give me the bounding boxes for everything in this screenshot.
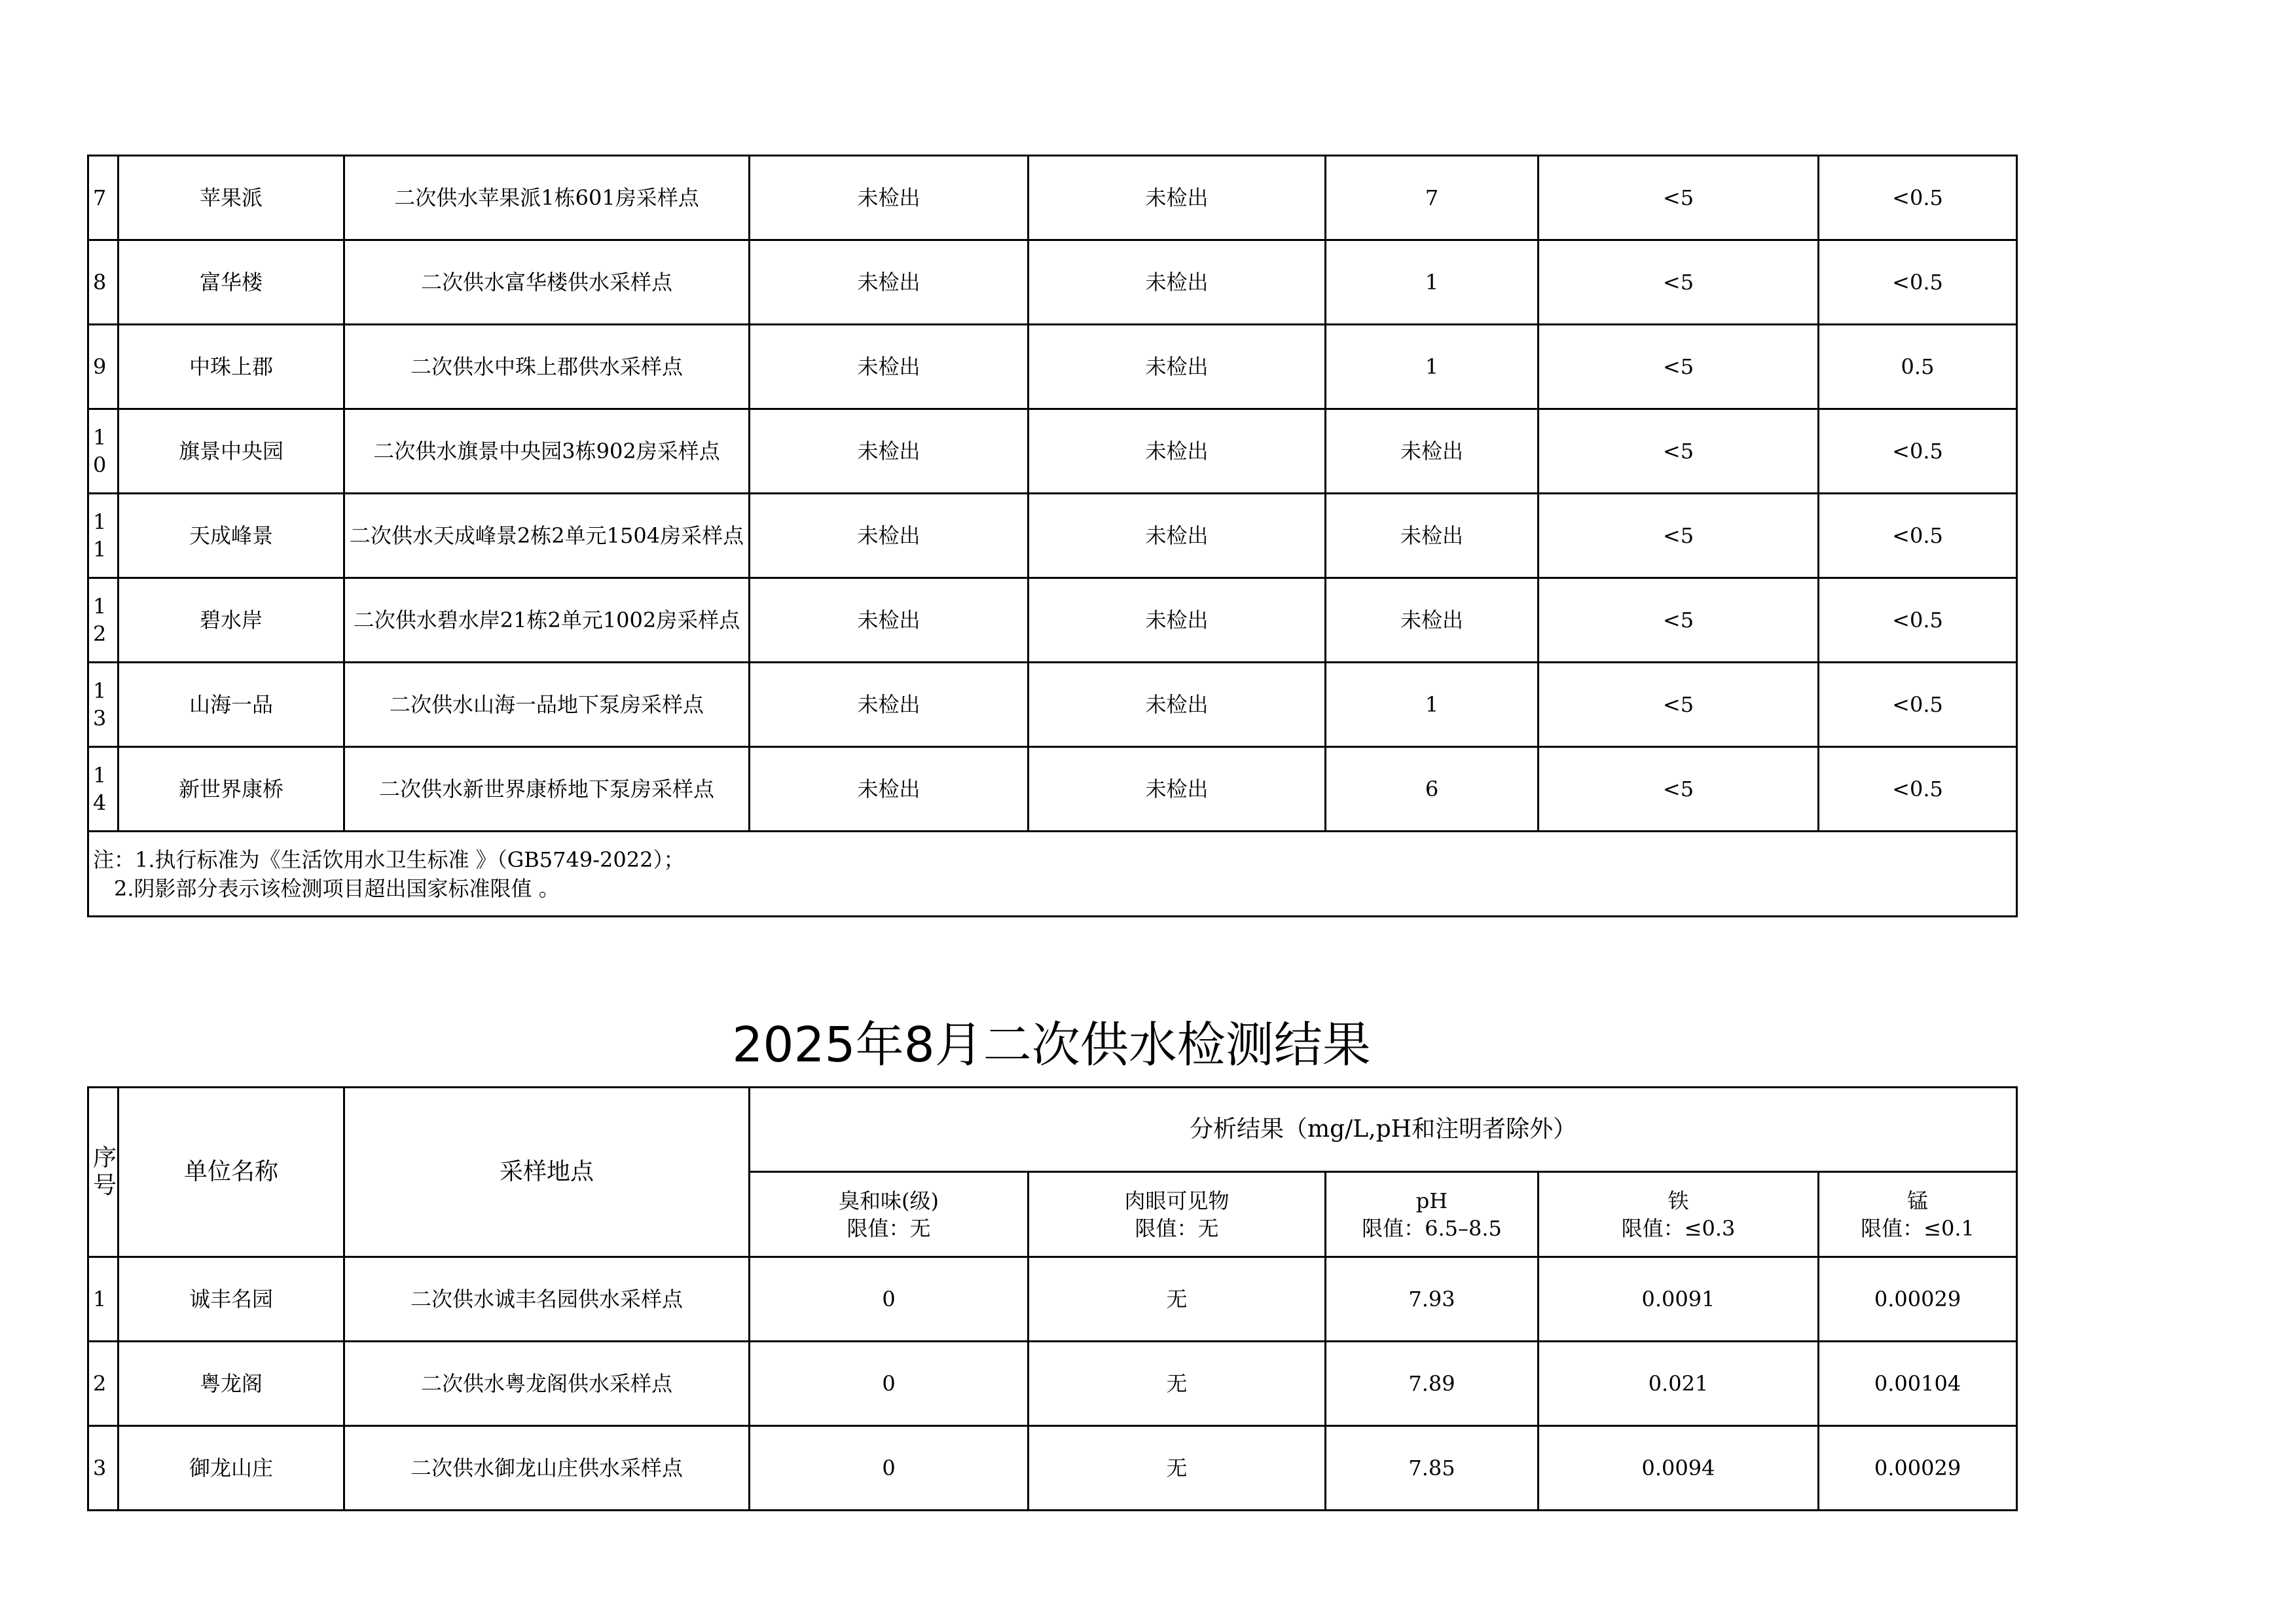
value-cell: 未检出 <box>750 240 1029 325</box>
table-row <box>88 747 2017 832</box>
value-cell: 1 <box>1326 325 1539 409</box>
value-cell: 7 <box>1326 156 1539 240</box>
value-cell: <5 <box>1539 240 1819 325</box>
value-cell: <0.5 <box>1819 156 2017 240</box>
value-cell: <0.5 <box>1819 747 2017 832</box>
table-row <box>88 240 2017 325</box>
value-cell: 未检出 <box>1029 240 1326 325</box>
seq-cell: 8 <box>88 240 118 325</box>
value-cell: <5 <box>1539 663 1819 747</box>
site-cell: 二次供水碧水岸21栋2单元1002房采样点 <box>344 578 750 663</box>
seq-cell: 11 <box>88 494 118 578</box>
manganese-cell: 0.00104 <box>1819 1342 2017 1426</box>
results-table-august <box>87 1086 2018 1511</box>
unit-cell: 苹果派 <box>118 156 344 240</box>
table-row <box>88 1257 2017 1342</box>
seq-cell: 12 <box>88 578 118 663</box>
visible-cell: 无 <box>1029 1257 1326 1342</box>
unit-cell: 粤龙阁 <box>118 1342 344 1426</box>
unit-cell: 天成峰景 <box>118 494 344 578</box>
value-cell: <0.5 <box>1819 578 2017 663</box>
value-cell: <5 <box>1539 494 1819 578</box>
site-cell: 二次供水苹果派1栋601房采样点 <box>344 156 750 240</box>
value-cell: 未检出 <box>750 325 1029 409</box>
header-odor: 臭和味(级) 限值：无 <box>750 1172 1029 1257</box>
table-row <box>88 325 2017 409</box>
header-seq: 序号 <box>88 1088 118 1257</box>
unit-cell: 山海一品 <box>118 663 344 747</box>
seq-cell: 13 <box>88 663 118 747</box>
note-line-1: 注：1.执行标准为《生活饮用水卫生标准 》（GB5749-2022）； <box>93 847 685 872</box>
value-cell: <0.5 <box>1819 409 2017 494</box>
value-cell: 未检出 <box>750 156 1029 240</box>
ph-cell: 7.85 <box>1326 1426 1539 1511</box>
value-cell: 未检出 <box>750 494 1029 578</box>
site-cell: 二次供水山海一品地下泵房采样点 <box>344 663 750 747</box>
notes-cell <box>88 832 2017 917</box>
value-cell: 未检出 <box>1326 494 1539 578</box>
value-cell: 1 <box>1326 240 1539 325</box>
value-cell: <0.5 <box>1819 240 2017 325</box>
value-cell: 未检出 <box>1326 578 1539 663</box>
ph-cell: 7.93 <box>1326 1257 1539 1342</box>
seq-cell: 7 <box>88 156 118 240</box>
value-cell: 未检出 <box>750 409 1029 494</box>
table-row <box>88 494 2017 578</box>
value-cell: 未检出 <box>1326 409 1539 494</box>
site-cell: 二次供水富华楼供水采样点 <box>344 240 750 325</box>
site-cell: 二次供水旗景中央园3栋902房采样点 <box>344 409 750 494</box>
odor-cell: 0 <box>750 1426 1029 1511</box>
unit-cell: 诚丰名园 <box>118 1257 344 1342</box>
table-row <box>88 156 2017 240</box>
seq-cell: 2 <box>88 1342 118 1426</box>
iron-cell: 0.0094 <box>1539 1426 1819 1511</box>
value-cell: <5 <box>1539 747 1819 832</box>
header-unit: 单位名称 <box>118 1088 344 1257</box>
value-cell: 6 <box>1326 747 1539 832</box>
unit-cell: 旗景中央园 <box>118 409 344 494</box>
unit-cell: 碧水岸 <box>118 578 344 663</box>
table-row <box>88 1426 2017 1511</box>
value-cell: <5 <box>1539 409 1819 494</box>
header-site: 采样地点 <box>344 1088 750 1257</box>
value-cell: 未检出 <box>1029 663 1326 747</box>
value-cell: 未检出 <box>750 578 1029 663</box>
value-cell: 未检出 <box>1029 409 1326 494</box>
value-cell: 未检出 <box>1029 494 1326 578</box>
header-analysis: 分析结果（mg/L,pH和注明者除外） <box>750 1088 2017 1172</box>
page-title: 2025年8月二次供水检测结果 <box>732 1017 1371 1073</box>
value-cell: <0.5 <box>1819 494 2017 578</box>
odor-cell: 0 <box>750 1342 1029 1426</box>
ph-cell: 7.89 <box>1326 1342 1539 1426</box>
table-row <box>88 663 2017 747</box>
iron-cell: 0.0091 <box>1539 1257 1819 1342</box>
value-cell: <5 <box>1539 578 1819 663</box>
note-line-2: 2.阴影部分表示该检测项目超出国家标准限值 。 <box>93 875 560 901</box>
value-cell: 未检出 <box>750 747 1029 832</box>
site-cell: 二次供水中珠上郡供水采样点 <box>344 325 750 409</box>
value-cell: 未检出 <box>1029 325 1326 409</box>
header-row <box>88 1088 2017 1172</box>
value-cell: <5 <box>1539 156 1819 240</box>
header-visible: 肉眼可见物 限值：无 <box>1029 1172 1326 1257</box>
site-cell: 二次供水诚丰名园供水采样点 <box>344 1257 750 1342</box>
header-ph: pH 限值：6.5–8.5 <box>1326 1172 1539 1257</box>
value-cell: 未检出 <box>1029 156 1326 240</box>
notes-row <box>88 832 2017 917</box>
value-cell: 未检出 <box>1029 578 1326 663</box>
header-manganese: 锰 限值：≤0.1 <box>1819 1172 2017 1257</box>
results-table-continued <box>87 155 2018 917</box>
seq-cell: 10 <box>88 409 118 494</box>
seq-cell: 1 <box>88 1257 118 1342</box>
manganese-cell: 0.00029 <box>1819 1257 2017 1342</box>
unit-cell: 富华楼 <box>118 240 344 325</box>
value-cell: 未检出 <box>1029 747 1326 832</box>
seq-cell: 14 <box>88 747 118 832</box>
unit-cell: 中珠上郡 <box>118 325 344 409</box>
table-row <box>88 409 2017 494</box>
value-cell: 0.5 <box>1819 325 2017 409</box>
manganese-cell: 0.00029 <box>1819 1426 2017 1511</box>
odor-cell: 0 <box>750 1257 1029 1342</box>
table-row <box>88 1342 2017 1426</box>
header-iron: 铁 限值：≤0.3 <box>1539 1172 1819 1257</box>
seq-cell: 3 <box>88 1426 118 1511</box>
site-cell: 二次供水粤龙阁供水采样点 <box>344 1342 750 1426</box>
value-cell: 未检出 <box>750 663 1029 747</box>
value-cell: <5 <box>1539 325 1819 409</box>
value-cell: <0.5 <box>1819 663 2017 747</box>
iron-cell: 0.021 <box>1539 1342 1819 1426</box>
unit-cell: 御龙山庄 <box>118 1426 344 1511</box>
unit-cell: 新世界康桥 <box>118 747 344 832</box>
table-row <box>88 578 2017 663</box>
site-cell: 二次供水御龙山庄供水采样点 <box>344 1426 750 1511</box>
visible-cell: 无 <box>1029 1342 1326 1426</box>
site-cell: 二次供水天成峰景2栋2单元1504房采样点 <box>344 494 750 578</box>
site-cell: 二次供水新世界康桥地下泵房采样点 <box>344 747 750 832</box>
visible-cell: 无 <box>1029 1426 1326 1511</box>
seq-cell: 9 <box>88 325 118 409</box>
value-cell: 1 <box>1326 663 1539 747</box>
